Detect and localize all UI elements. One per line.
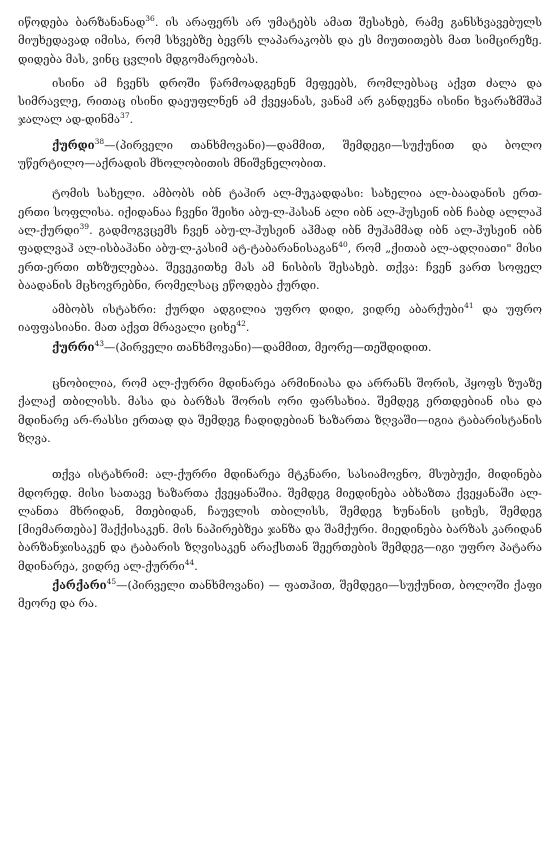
text-run: —(პირველი თანხმოვანი) — ფათჰით, შემდეგი—სუქუნით, ბოლოში ქაფი მეორე და რა. [18, 579, 542, 611]
text-run: თქვა ისტახრიმ: ალ-ქურრი მდინარეა მტკნარი, სასიამოვნო, მსუბუქი, მიდინება მდორედ. მისი სათავე ხაზართა ქვეყანაშია. შემდეგ მიედინება აბხაზთა ქვეყანაში ალ-ლანთა მხრიდან, მთებიდან, ჩაუვლის თბილისს, შემდეგ ხუნანის ციხეს, შემდეგ [მიემართება] შაქქისაკენ. მის ნაპირებზეა ჯანზა და შამქური. მიედინება ბარზას კარიდან ბარზანჯისაკენ და ტაბარის ზღვისაკენ არაქსთან შეერთების შემდეგ—იგი უფრო პატარა მდინარეა, ვიდრე ალ-ქურრი [18, 468, 542, 573]
headword: ქურდი [52, 137, 95, 152]
text-run: —(პირველი თანხმოვანი)—დამმით, მეორე—თეშდიდით. [104, 340, 432, 354]
paragraph-5 [18, 301, 542, 338]
text-run: . გადმოგვცემს ჩვენ აბუ-ლ-ჰუსეინ აჰმად იბნ მუჰამმად იბნ ალ-ჰუსეინ იბნ ფადლვაჰ ალ-ისბაჰანი აბუ-ლ-კასიმ ატ-ტაბარანისაგან [18, 223, 542, 256]
text-run: . [194, 559, 198, 573]
text-run: იწოდება ბარზანანად [18, 16, 146, 29]
text-run: —(პირველი თანხმოვანი)—დამმით, შემდეგი—სუქუნით და ბოლო უწერტილო—აქრადის მხოლობითის მნიშვნელობით. [18, 138, 542, 171]
paragraph-4 [18, 185, 542, 295]
footnote-ref: 44 [184, 557, 195, 567]
footnote-ref: 36 [145, 14, 155, 24]
footnote-ref: 39 [79, 222, 90, 232]
text-run: . [245, 321, 250, 335]
paragraph-7 [18, 375, 542, 448]
headword: ქურრი [52, 339, 95, 354]
headword: ქარქარი [52, 578, 107, 593]
footnote-ref: 37 [120, 111, 130, 121]
entry-kurdi [18, 136, 542, 174]
entry-karkari [18, 576, 542, 614]
paragraph-1 [18, 14, 542, 69]
text-run: და უფრო იაფფასიანი. მათ აქვთ მრავალი ციხე [18, 303, 543, 335]
text-run: ცნობილია, რომ ალ-ქურრი მდინარეა არმინიასა და არრანს შორის, ჰყოფს ზუაზე ქალაქ თბილისს. მასა და ბარზას შორის ორი ფარსახია. შემდეგ ერთდებიან ისა და მდინარე არ-რასსი ერთად და შემდეგ ჩადიდებიან ხაზართა ზღვაში—იგია ტაბარისტანის ზღვა. [18, 377, 542, 445]
paragraph-8 [18, 466, 542, 576]
text-run: ამბობს ისტახრი: ქურდი ადგილია უფრო დიდი, ვიდრე აბარქუბი [52, 303, 465, 317]
footnote-ref: 43 [94, 338, 105, 348]
text-run: . ის არაფერს არ უმატებს ამათ შესახებ, რამე განსხვავებულს მიუხედავად იმისა, რომ სხვებზე ბევრს ლაპარაკობს და ეს მიუთითებს მათ სიმცირეზე. დიდება მას, ვინც ცვლის მდგომარეობას. [18, 16, 542, 66]
footnote-ref: 45 [106, 577, 117, 587]
text-run: , რომ „ქითაბ ალ-ადღიათი" მისი ერთ-ერთი თხზულებაა. შევეკითხე მას ამ ნისბის შესახებ. თქვა: ჩვენ ვართ სოფელ ბაადანის მცხოვრებნი, რომელსაც ეწოდება ქურდი. [18, 242, 542, 292]
footnote-ref: 42 [236, 319, 246, 329]
footnote-ref: 38 [94, 137, 105, 147]
text-run: ტომის სახელი. ამბობს იბნ ტაჰირ ალ-მუკადდასი: სახელია ალ-ბაადანის ერთ-ერთი სოფლისა. იქიდანაა ჩვენი შეიხი აბუ-ლ-ჰასან ალი იბნ ალ-ჰუსეინ იბნ ჩაბდ ალლაჰ ალ-ქურდი [18, 187, 542, 237]
text-run: ისინი ამ ჩვენს დროში წარმოადგენენ მეფეებს, რომლებსაც აქვთ ძალა და სიმრავლე, რითაც ისინი დაეუფლნენ ამ ქვეყანას, ვანამ არ განდევნა ისინი ხვარაზმშაჰ ჯალალ ად-დინმა [18, 76, 542, 127]
footnote-ref: 41 [464, 301, 474, 311]
footnote-ref: 40 [338, 240, 348, 250]
text-run: . [129, 113, 134, 127]
entry-kurri [18, 338, 542, 357]
paragraph-2 [18, 75, 542, 130]
